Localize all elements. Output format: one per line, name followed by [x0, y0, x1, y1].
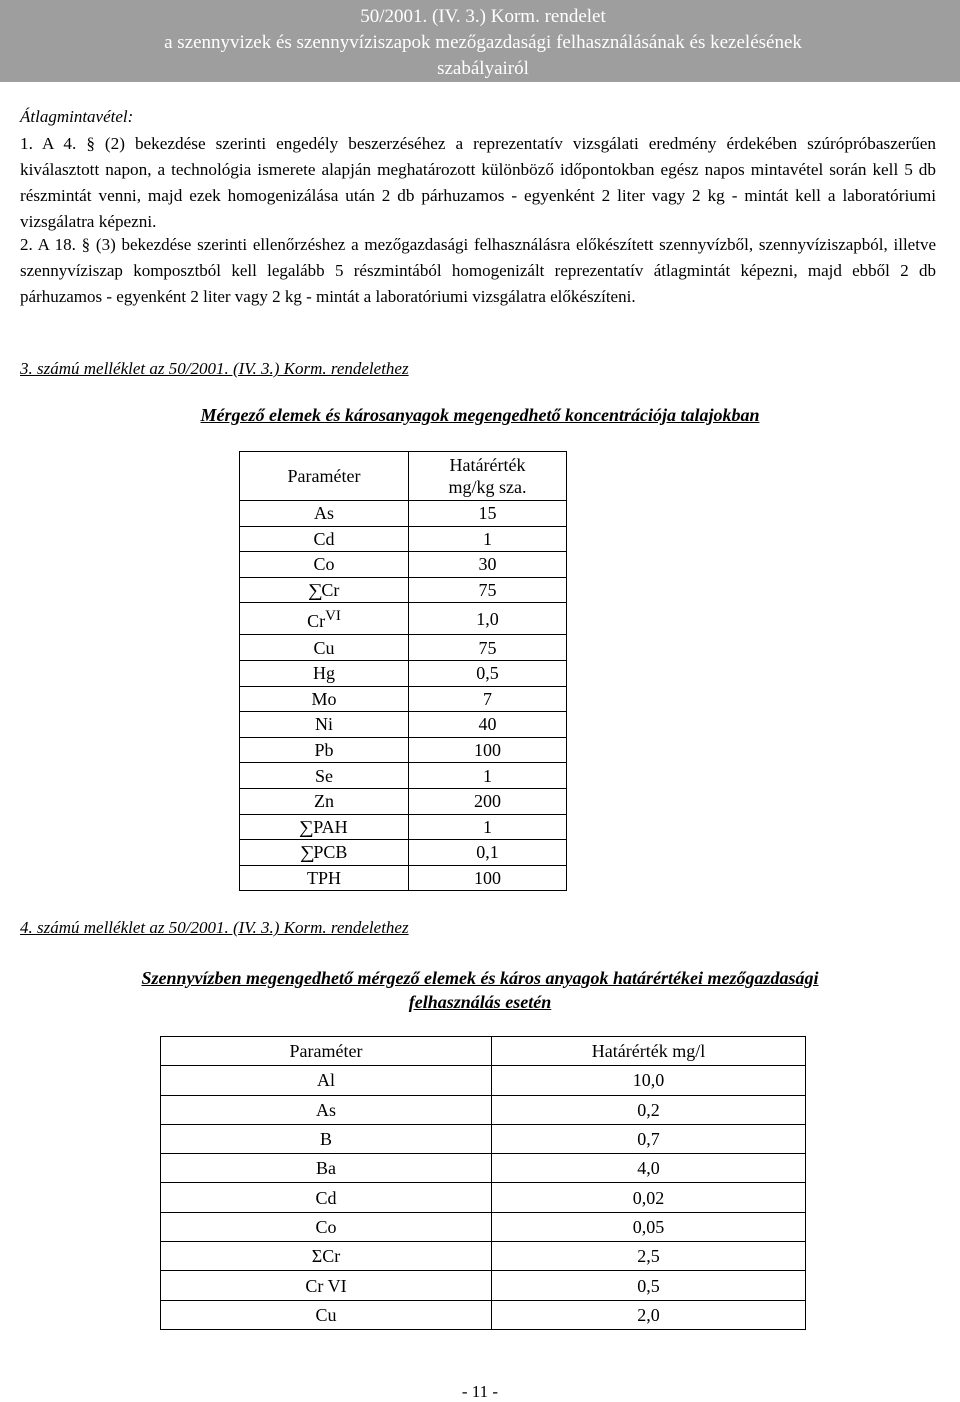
table-header-row [240, 452, 567, 501]
param-cell: Se [240, 763, 409, 789]
value-cell: 0,2 [492, 1095, 806, 1124]
table-row [240, 603, 567, 635]
param-cell: Cd [240, 526, 409, 552]
param-cell: Co [161, 1212, 492, 1241]
param-text: PCB [313, 842, 348, 863]
param-cell: ΣCr [161, 1242, 492, 1271]
value-cell: 0,1 [409, 840, 567, 866]
value-cell: 0,7 [492, 1124, 806, 1153]
paragraph-2: 2. A 18. § (3) bekezdése szerinti ellenőrzéshez a mezőgazdasági felhasználásra előkészített szennyvízből, szennyvíziszapból, illetve szennyvíziszap komposztból kell legalább 5 részmintából homogenizált reprezentatív átlagmintát képezni, majd ebből 2 db párhuzamos - egyenként 2 liter vagy 2 kg - mintát a laboratóriumi vizsgálatra előkészíteni. [20, 235, 936, 306]
page-number: - 11 - [461, 1382, 499, 1401]
column-header-parameter: Paraméter [161, 1037, 492, 1066]
header-line-1: 50/2001. (IV. 3.) Korm. rendelet [360, 6, 606, 27]
table-row [240, 635, 567, 661]
value-cell: 30 [409, 552, 567, 578]
param-cell: Mo [240, 686, 409, 712]
table-row [161, 1066, 806, 1095]
section-label: Átlagmintavétel: [20, 107, 134, 126]
param-cell: Ni [240, 712, 409, 738]
value-cell: 1 [409, 814, 567, 840]
value-cell: 40 [409, 712, 567, 738]
annex-4-title-line-1: Szennyvízben megengedhető mérgező elemek és káros anyagok határértékei mezőgazdasági [141, 968, 819, 988]
table-row [161, 1183, 806, 1212]
param-cell: Cr VI [161, 1271, 492, 1300]
wastewater-limits-table [160, 1036, 806, 1330]
sigma-symbol: ∑ [299, 842, 315, 863]
column-header-parameter: Paraméter [240, 452, 409, 501]
param-cell: B [161, 1124, 492, 1153]
document-header [0, 0, 960, 82]
value-cell: 4,0 [492, 1154, 806, 1183]
value-cell: 1 [409, 526, 567, 552]
table-row [240, 501, 567, 527]
param-cell: Cu [161, 1300, 492, 1329]
value-cell: 200 [409, 788, 567, 814]
column-header-limit [409, 452, 567, 501]
table-row [240, 552, 567, 578]
annex-3-title: Mérgező elemek és károsanyagok megengedhető koncentrációja talajokban [200, 405, 760, 425]
column-header-limit-line-2: mg/kg sza. [448, 477, 527, 497]
param-cell: Hg [240, 660, 409, 686]
param-cell [240, 603, 409, 635]
table-row [161, 1300, 806, 1329]
value-cell: 7 [409, 686, 567, 712]
table-row [161, 1242, 806, 1271]
value-cell: 75 [409, 635, 567, 661]
sigma-symbol: ∑ [299, 816, 315, 837]
param-cell: Al [161, 1066, 492, 1095]
annex-4-label: 4. számú melléklet az 50/2001. (IV. 3.) Korm. rendelethez [20, 918, 409, 937]
param-cell: Cd [161, 1183, 492, 1212]
param-cell: Cu [240, 635, 409, 661]
table-row [161, 1124, 806, 1153]
table-row [240, 686, 567, 712]
param-text: Cr [321, 580, 340, 601]
value-cell: 100 [409, 737, 567, 763]
param-cell: Ba [161, 1154, 492, 1183]
param-cell: Co [240, 552, 409, 578]
value-cell: 0,5 [409, 660, 567, 686]
param-superscript: VI [325, 608, 341, 625]
value-cell: 75 [409, 577, 567, 603]
table-row [240, 814, 567, 840]
table-row [240, 788, 567, 814]
param-cell: As [161, 1095, 492, 1124]
value-cell: 15 [409, 501, 567, 527]
table-row [240, 577, 567, 603]
value-cell: 1,0 [409, 603, 567, 635]
annex-3-label: 3. számú melléklet az 50/2001. (IV. 3.) Korm. rendelethez [20, 359, 409, 378]
table-row [240, 526, 567, 552]
table-row [161, 1154, 806, 1183]
param-text: PAH [313, 816, 348, 837]
table-row [240, 712, 567, 738]
table-row [161, 1271, 806, 1300]
value-cell: 1 [409, 763, 567, 789]
soil-limits-table [239, 451, 567, 891]
column-header-limit-line-1: Határérték [449, 455, 526, 475]
value-cell: 10,0 [492, 1066, 806, 1095]
param-cell [240, 840, 409, 866]
param-cell: Pb [240, 737, 409, 763]
value-cell: 0,02 [492, 1183, 806, 1212]
param-cell [240, 814, 409, 840]
value-cell: 0,5 [492, 1271, 806, 1300]
table-row [161, 1095, 806, 1124]
value-cell: 100 [409, 865, 567, 891]
param-cell [240, 577, 409, 603]
table-row [240, 763, 567, 789]
table-row [240, 660, 567, 686]
table-row [161, 1212, 806, 1241]
param-cell: As [240, 501, 409, 527]
header-line-3: szabályairól [437, 58, 529, 79]
value-cell: 2,5 [492, 1242, 806, 1271]
param-text: Cr [307, 611, 326, 632]
paragraph-1: 1. A 4. § (2) bekezdése szerinti engedély beszerzéséhez a reprezentatív vizsgálati eredmény érdekében szúrópróbaszerűen kiválasztott napon, a technológia ismerete alapján meghatározott különböző időpontokban egész napos mintavétel során kell 5 db részmintát venni, majd ezek homogenizálása után 2 db párhuzamos - egyenként 2 liter vagy 2 kg - mintát kell a laboratóriumi vizsgálatra képezni. [20, 134, 936, 231]
annex-4-title-line-2: felhasználás esetén [408, 992, 552, 1012]
header-line-2: a szennyvizek és szennyvíziszapok mezőgazdasági felhasználásának és kezelésének [164, 32, 802, 53]
column-header-limit: Határérték mg/l [492, 1037, 806, 1066]
value-cell: 2,0 [492, 1300, 806, 1329]
table-row [240, 865, 567, 891]
table-row [240, 840, 567, 866]
param-cell: Zn [240, 788, 409, 814]
param-cell: TPH [240, 865, 409, 891]
sigma-symbol: ∑ [307, 580, 323, 601]
value-cell: 0,05 [492, 1212, 806, 1241]
table-row [240, 737, 567, 763]
table-header-row [161, 1037, 806, 1066]
